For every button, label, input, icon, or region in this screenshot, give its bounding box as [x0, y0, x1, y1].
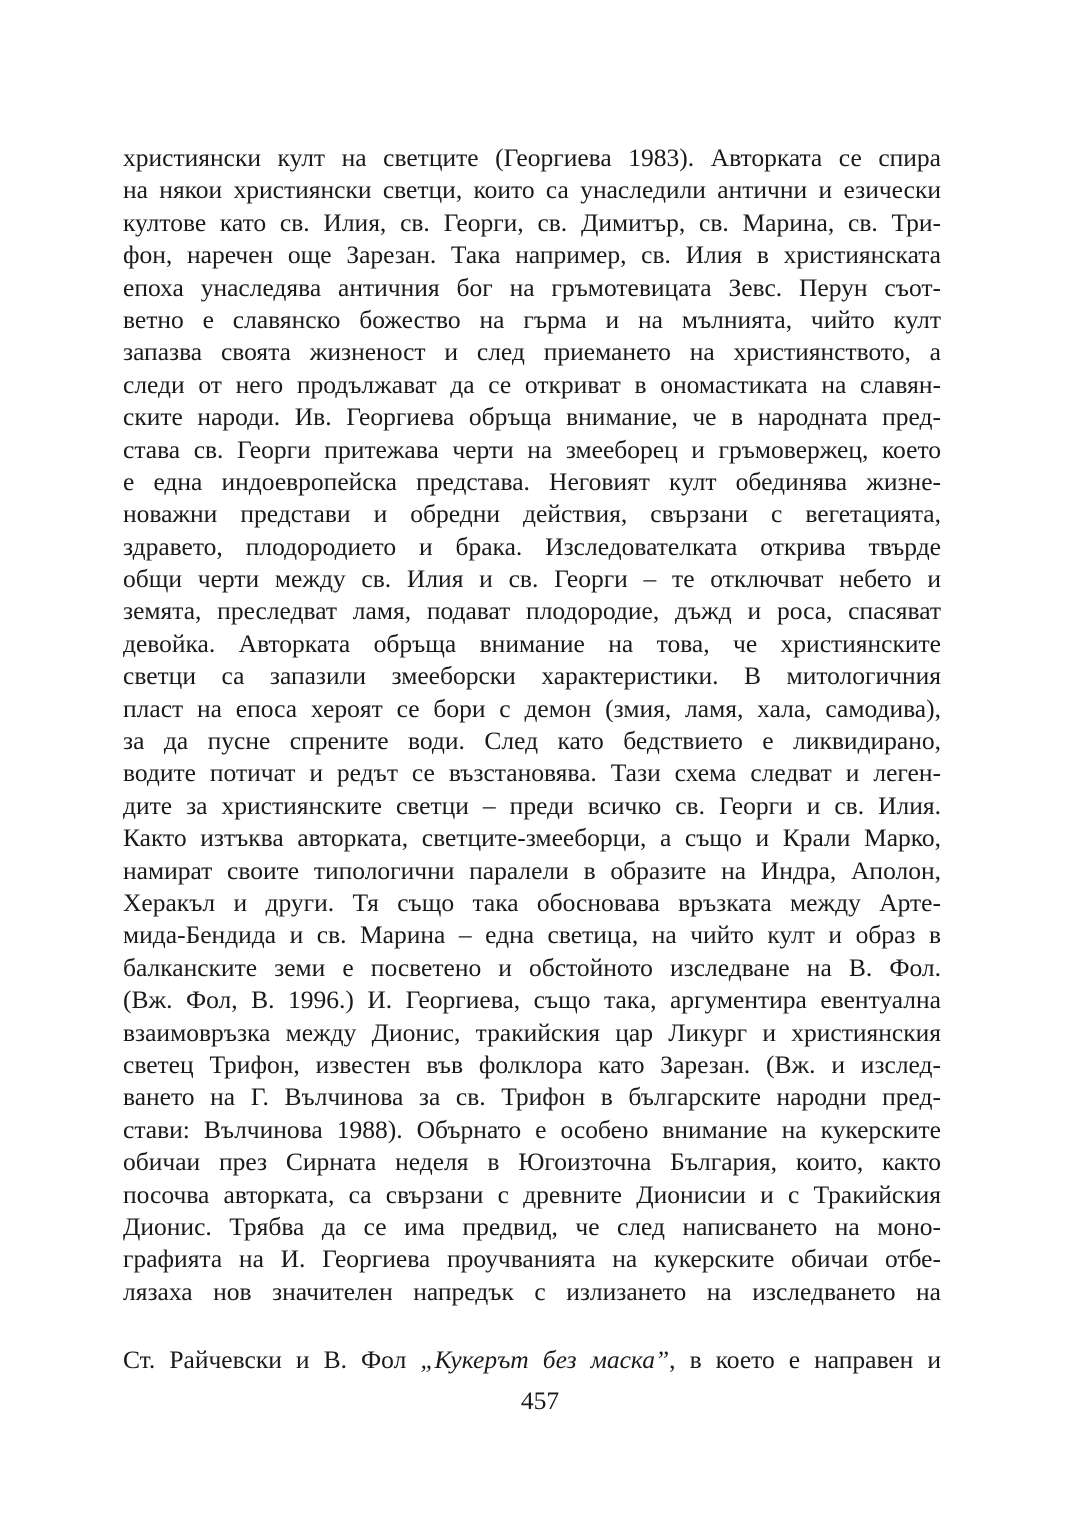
body-text-line: ването на Г. Вълчинова за св. Трифон в българските народни пред- — [123, 1082, 941, 1112]
body-text-line: за да пусне спрените води. След като бедствието е ликвидирано, — [123, 726, 941, 756]
body-text-line: общи черти между св. Илия и св. Георги – те отключват небето и — [123, 564, 941, 594]
body-text-line: епоха унаследява античния бог на гръмотевицата Зевс. Перун съот- — [123, 272, 941, 302]
body-text-line: запазва своята жизненост и след приемането на християнството, а — [123, 337, 941, 367]
book-title-italic: „Кукерът без маска” — [420, 1345, 670, 1375]
body-text-line-last — [123, 1344, 941, 1376]
page-number: 457 — [520, 1386, 560, 1415]
body-text-line: става св. Георги притежава черти на змееборец и гръмовержец, което — [123, 434, 941, 464]
body-text-line: следи от него продължават да се откриват в ономастиката на славян- — [123, 369, 941, 399]
body-text-line: новажни представи и обредни действия, свързани с вегетацията, — [123, 499, 941, 529]
body-text-line: светци са запазили змееборски характеристики. В митологичния — [123, 661, 941, 691]
body-text-line: ските народи. Ив. Георгиева обръща внимание, че в народната пред- — [123, 402, 941, 432]
body-text-line: посочва авторката, са свързани с древните Дионисии и с Тракийския — [123, 1179, 941, 1209]
body-text-line: дите за християнските светци – преди всичко св. Георги и св. Илия. — [123, 790, 941, 820]
body-text-line: пласт на епоса херoят се бори с демон (змия, ламя, хала, самодива), — [123, 693, 941, 723]
body-text-line: девойка. Авторката обръща внимание на това, че християнските — [123, 628, 941, 658]
body-text-line: водите потичат и редът се възстановява. Тази схема следват и леген- — [123, 758, 941, 788]
body-text-line: балканските земи е посветено и обстойното изследване на В. Фол. — [123, 952, 941, 982]
body-text — [123, 142, 941, 1308]
body-text-line: фон, наречен още Зарезан. Така например, св. Илия в християнската — [123, 240, 941, 270]
body-text-line: Херакъл и други. Тя също така обосновава връзката между Арте- — [123, 887, 941, 917]
body-text-line: ветно е славянско божество на гърма и на мълнията, чийто култ — [123, 304, 941, 334]
last-line-after: , в което е направен и — [669, 1345, 942, 1375]
body-text-line: земята, преследват ламя, подават плодородие, дъжд и роса, спасяват — [123, 596, 941, 626]
body-text-line: взаимовръзка между Дионис, тракийския цар Ликург и християнския — [123, 1017, 941, 1047]
body-text-line: е една индоевропейска представа. Неговият култ обединява жизне- — [123, 466, 941, 496]
body-text-line: Както изтъква авторката, светците-змееборци, а също и Крали Марко, — [123, 823, 941, 853]
body-text-line: графията на И. Георгиева проучванията на кукерските обичаи отбе- — [123, 1244, 941, 1274]
body-text-line: (Вж. Фол, В. 1996.) И. Георгиева, също така, аргументира евентуална — [123, 985, 941, 1015]
body-text-line: мида-Бендида и св. Марина – една светица, на чийто култ и образ в — [123, 920, 941, 950]
body-text-line: обичаи през Сирната неделя в Югоизточна България, които, както — [123, 1147, 941, 1177]
body-text-line: светец Трифон, известен във фолклора като Зарезан. (Вж. и изслед- — [123, 1049, 941, 1079]
body-text-line: християнски култ на светците (Георгиева 1983). Авторката се спира — [123, 143, 941, 172]
body-text-line: култове като св. Илия, св. Георги, св. Димитър, св. Марина, св. Три- — [123, 207, 941, 237]
body-text-line: на някои християнски светци, които са унаследили антични и езически — [123, 175, 941, 205]
body-text-line: стави: Вълчинова 1988). Обърнато е особено внимание на кукерските — [123, 1114, 941, 1144]
last-line-before: Ст. Райчевски и В. Фол — [123, 1345, 421, 1375]
body-text-line: Дионис. Трябва да се има предвид, че след написването на моно- — [123, 1211, 941, 1241]
body-text-line: здравето, плодородието и брака. Изследователката открива твърде — [123, 531, 941, 561]
body-text-line: намират своите типологични паралели в образите на Индра, Аполон, — [123, 855, 941, 885]
body-text-line: лязаха нов значителен напредък с излизането на изследването на — [123, 1276, 941, 1306]
